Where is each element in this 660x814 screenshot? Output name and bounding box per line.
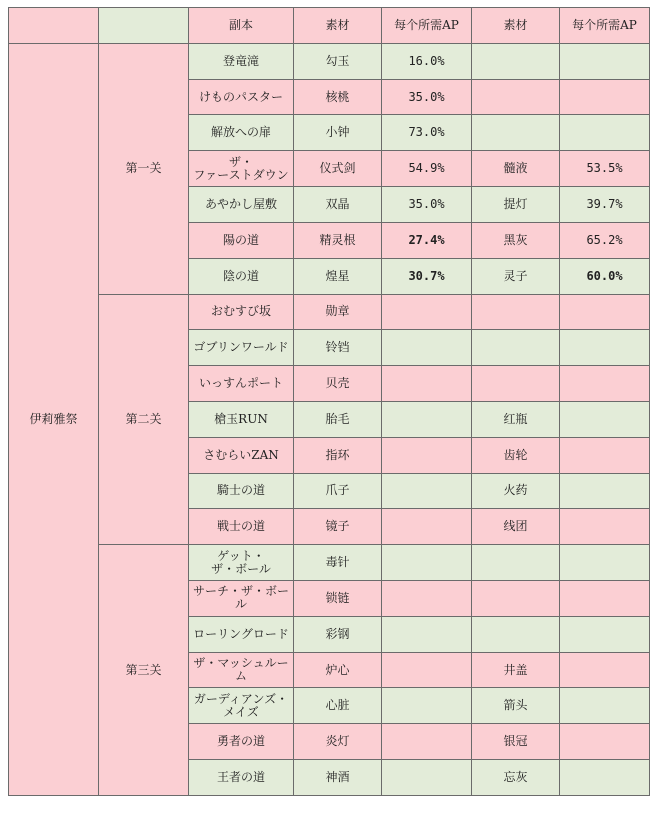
material1-column-header: 素材 bbox=[294, 8, 382, 44]
quest-cell: ゲット・ ザ・ボール bbox=[189, 545, 294, 581]
quest-cell: ゴブリンワールド bbox=[189, 330, 294, 366]
ap2-cell bbox=[560, 43, 650, 79]
ap1-cell: 27.4% bbox=[382, 222, 472, 258]
ap1-cell bbox=[382, 330, 472, 366]
quest-cell: けものパスター bbox=[189, 79, 294, 115]
ap1-cell bbox=[382, 437, 472, 473]
stage-name-cell: 第二关 bbox=[99, 294, 189, 545]
ap2-cell bbox=[560, 545, 650, 581]
material2-cell bbox=[472, 581, 560, 617]
quest-cell: 王者の道 bbox=[189, 760, 294, 796]
material1-cell: 胎毛 bbox=[294, 401, 382, 437]
event-name-cell: 伊莉雅祭 bbox=[9, 43, 99, 795]
quest-cell: 陽の道 bbox=[189, 222, 294, 258]
ap2-cell bbox=[560, 688, 650, 724]
event-column-header bbox=[9, 8, 99, 44]
stage-column-header bbox=[99, 8, 189, 44]
material1-cell: 毒针 bbox=[294, 545, 382, 581]
material2-cell: 红瓶 bbox=[472, 401, 560, 437]
ap2-cell bbox=[560, 366, 650, 402]
quest-cell: サーチ・ザ・ボー ル bbox=[189, 581, 294, 617]
ap2-cell: 60.0% bbox=[560, 258, 650, 294]
quest-cell: おむすび坂 bbox=[189, 294, 294, 330]
material1-cell: 仪式剑 bbox=[294, 151, 382, 187]
material2-cell bbox=[472, 545, 560, 581]
ap2-cell: 39.7% bbox=[560, 187, 650, 223]
material1-cell: 爪子 bbox=[294, 473, 382, 509]
stage-name-cell: 第三关 bbox=[99, 545, 189, 796]
material1-cell: 勋章 bbox=[294, 294, 382, 330]
material1-cell: 贝壳 bbox=[294, 366, 382, 402]
ap1-cell: 73.0% bbox=[382, 115, 472, 151]
quest-column-header: 副本 bbox=[189, 8, 294, 44]
material1-cell: 心脏 bbox=[294, 688, 382, 724]
ap2-column-header: 每个所需AP bbox=[560, 8, 650, 44]
ap1-cell: 35.0% bbox=[382, 79, 472, 115]
material1-cell: 镜子 bbox=[294, 509, 382, 545]
material2-cell: 井盖 bbox=[472, 652, 560, 688]
ap1-cell bbox=[382, 294, 472, 330]
ap2-cell bbox=[560, 437, 650, 473]
header-row bbox=[9, 8, 650, 44]
material2-cell: 火药 bbox=[472, 473, 560, 509]
material2-cell bbox=[472, 43, 560, 79]
ap2-cell bbox=[560, 509, 650, 545]
quest-cell: 騎士の道 bbox=[189, 473, 294, 509]
material1-cell: 炎灯 bbox=[294, 724, 382, 760]
material1-cell: 小钟 bbox=[294, 115, 382, 151]
ap2-cell: 65.2% bbox=[560, 222, 650, 258]
quest-cell: 勇者の道 bbox=[189, 724, 294, 760]
quest-cell: ローリングロード bbox=[189, 616, 294, 652]
material2-column-header: 素材 bbox=[472, 8, 560, 44]
ap1-cell bbox=[382, 652, 472, 688]
material1-cell: 核桃 bbox=[294, 79, 382, 115]
material2-cell: 黑灰 bbox=[472, 222, 560, 258]
quest-cell: 登竜滝 bbox=[189, 43, 294, 79]
ap1-column-header: 每个所需AP bbox=[382, 8, 472, 44]
material2-cell bbox=[472, 330, 560, 366]
ap1-cell bbox=[382, 509, 472, 545]
material2-cell: 灵子 bbox=[472, 258, 560, 294]
stage-name-cell: 第一关 bbox=[99, 43, 189, 294]
material2-cell: 忘灰 bbox=[472, 760, 560, 796]
material2-cell: 线团 bbox=[472, 509, 560, 545]
ap2-cell: 53.5% bbox=[560, 151, 650, 187]
material2-cell: 齿轮 bbox=[472, 437, 560, 473]
quest-cell: さむらいZAN bbox=[189, 437, 294, 473]
ap2-cell bbox=[560, 401, 650, 437]
material2-cell: 箭头 bbox=[472, 688, 560, 724]
material1-cell: 双晶 bbox=[294, 187, 382, 223]
ap1-cell: 30.7% bbox=[382, 258, 472, 294]
ap1-cell bbox=[382, 760, 472, 796]
material1-cell: 指环 bbox=[294, 437, 382, 473]
ap2-cell bbox=[560, 330, 650, 366]
table-row bbox=[9, 294, 650, 330]
ap2-cell bbox=[560, 581, 650, 617]
table-row bbox=[9, 545, 650, 581]
ap2-cell bbox=[560, 294, 650, 330]
material1-cell: 勾玉 bbox=[294, 43, 382, 79]
ap1-cell bbox=[382, 473, 472, 509]
material2-cell bbox=[472, 79, 560, 115]
ap2-cell bbox=[560, 652, 650, 688]
ap1-cell bbox=[382, 688, 472, 724]
material1-cell: 铃铛 bbox=[294, 330, 382, 366]
ap1-cell bbox=[382, 616, 472, 652]
ap1-cell bbox=[382, 545, 472, 581]
table-row bbox=[9, 43, 650, 79]
ap1-cell: 54.9% bbox=[382, 151, 472, 187]
material1-cell: 精灵根 bbox=[294, 222, 382, 258]
material1-cell: 彩钢 bbox=[294, 616, 382, 652]
material2-cell bbox=[472, 115, 560, 151]
ap2-cell bbox=[560, 473, 650, 509]
quest-cell: ガーディアンズ・ メイズ bbox=[189, 688, 294, 724]
quest-cell: 槍玉RUN bbox=[189, 401, 294, 437]
ap1-cell bbox=[382, 724, 472, 760]
quest-cell: あやかし屋敷 bbox=[189, 187, 294, 223]
material1-cell: 锁链 bbox=[294, 581, 382, 617]
material1-cell: 神酒 bbox=[294, 760, 382, 796]
material2-cell bbox=[472, 616, 560, 652]
quest-cell: いっすんポート bbox=[189, 366, 294, 402]
ap1-cell: 35.0% bbox=[382, 187, 472, 223]
material2-cell: 提灯 bbox=[472, 187, 560, 223]
ap1-cell bbox=[382, 401, 472, 437]
ap2-cell bbox=[560, 760, 650, 796]
material1-cell: 煌星 bbox=[294, 258, 382, 294]
quest-cell: 解放への扉 bbox=[189, 115, 294, 151]
ap2-cell bbox=[560, 616, 650, 652]
material2-cell: 髓液 bbox=[472, 151, 560, 187]
material2-cell: 银冠 bbox=[472, 724, 560, 760]
ap1-cell bbox=[382, 581, 472, 617]
material2-cell bbox=[472, 366, 560, 402]
ap2-cell bbox=[560, 79, 650, 115]
quest-cell: 陰の道 bbox=[189, 258, 294, 294]
ap1-cell bbox=[382, 366, 472, 402]
quest-cell: ザ・ ファーストダウン bbox=[189, 151, 294, 187]
ap2-cell bbox=[560, 724, 650, 760]
material1-cell: 炉心 bbox=[294, 652, 382, 688]
ap2-cell bbox=[560, 115, 650, 151]
ap1-cell: 16.0% bbox=[382, 43, 472, 79]
quest-cell: 戦士の道 bbox=[189, 509, 294, 545]
material2-cell bbox=[472, 294, 560, 330]
material-drop-table bbox=[8, 7, 650, 796]
quest-cell: ザ・マッシュルー ム bbox=[189, 652, 294, 688]
